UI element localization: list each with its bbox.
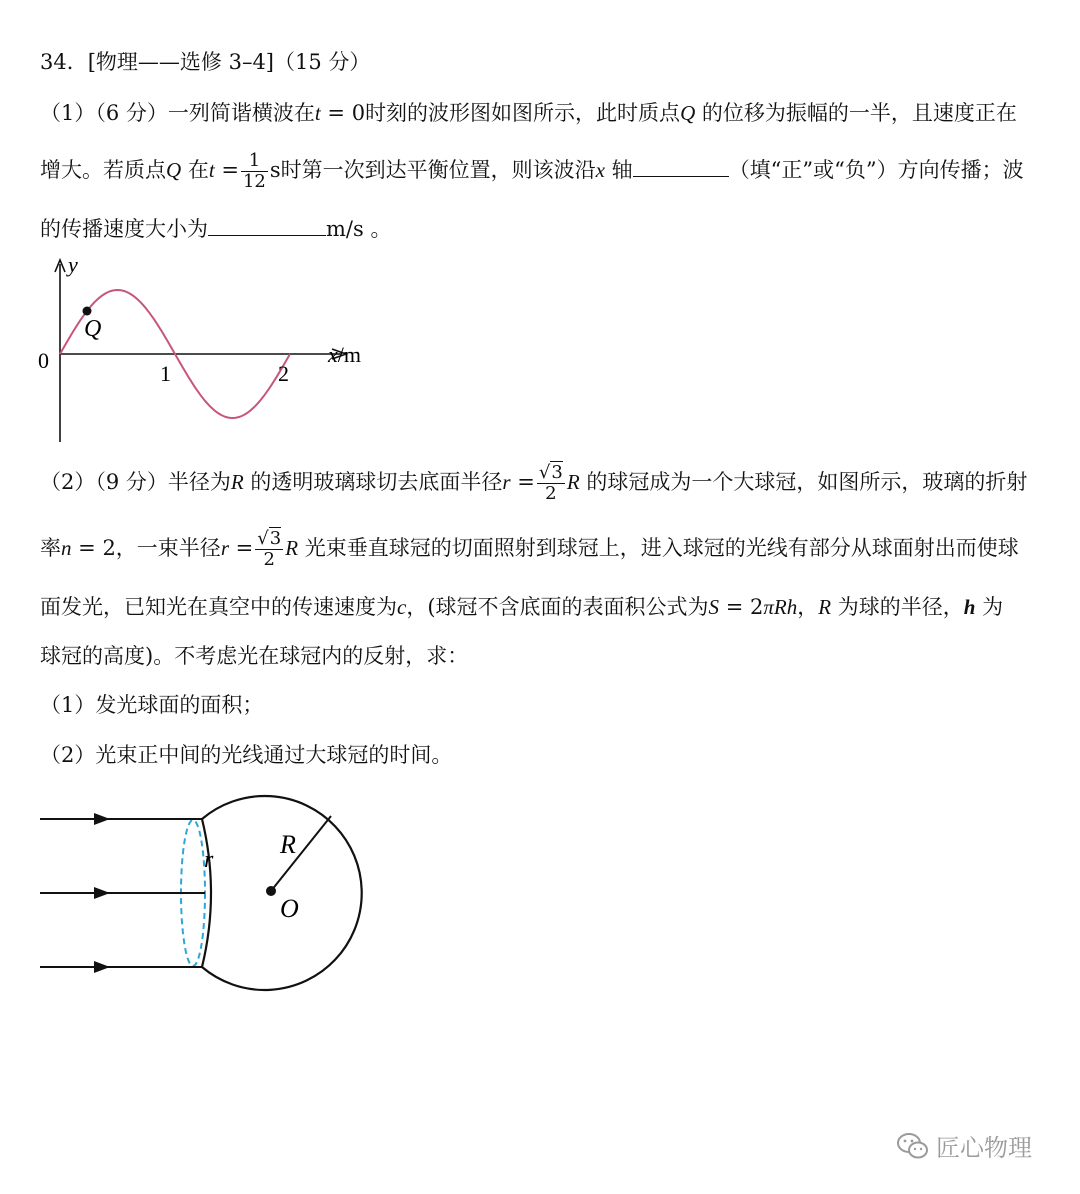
question-header: 34．[物理——选修 3–4]（15 分） [40,50,371,74]
fraction-sqrt3-over-2: $\frac{√3}{2}$ [538,462,563,504]
part2-line2: 率n = 2，一束半径r = $\frac{√3}{2}$ R 光束垂直球冠的切面照射到球冠上，进入球冠的光线有部分从球面射出而使球 [40,528,1019,570]
fraction-sqrt3-over-2-b: $\frac{√3}{2}$ [257,528,282,570]
fraction-1-12: $\frac{1}{12}$ [242,150,266,192]
point-q-label: Q [84,316,102,342]
wave-figure [30,252,390,448]
x-axis-label: x/m [328,342,361,367]
sub-question-2: （2）光束正中间的光线通过大球冠的时间。 [40,743,453,767]
tick-1-label: 1 [160,361,171,386]
radius-label: R [280,830,296,859]
arrow-bottom [94,961,110,973]
part2-line4: 球冠的高度)。不考虑光在球冠内的反射，求： [40,644,469,668]
part1-line1: （1）（6 分）一列简谐横波在t = 0时刻的波形图如图所示，此时质点Q 的位移为振幅的一半，且速度正在 [40,101,1017,125]
part2-line3: 面发光，已知光在真空中的传速速度为c，(球冠不含底面的表面积公式为S = 2πRh，R 为球的半径，h 为 [40,595,1004,619]
part1-line2: 增大。若质点Q 在t = $\frac{1}{12}$ s时第一次到达平衡位置，则该波沿x 轴 （填“正”或“负”）方向传播；波 [40,150,1024,192]
origin-label: 0 [38,348,49,373]
y-axis-label: y [68,252,78,277]
arrow-top [94,813,110,825]
point-q [83,307,92,316]
direction-blank[interactable] [633,156,729,177]
sphere-cap-outline [202,796,362,990]
sphere-figure [30,786,380,1006]
small-radius-label: r [204,847,214,873]
center-label: O [280,894,299,923]
part2-line1: （2）（9 分）半径为R 的透明玻璃球切去底面半径r = $\frac{√3}{2}$ R 的球冠成为一个大球冠，如图所示，玻璃的折射 [40,462,1028,504]
tick-2-label: 2 [278,361,289,386]
sub-question-1: （1）发光球面的面积； [40,693,264,717]
speed-blank[interactable] [208,215,326,236]
watermark: 匠心物理 [896,1128,1032,1163]
arrow-middle [94,887,110,899]
part1-line3: 的传播速度大小为 m/s 。 [40,217,392,241]
wechat-icon [896,1131,930,1161]
